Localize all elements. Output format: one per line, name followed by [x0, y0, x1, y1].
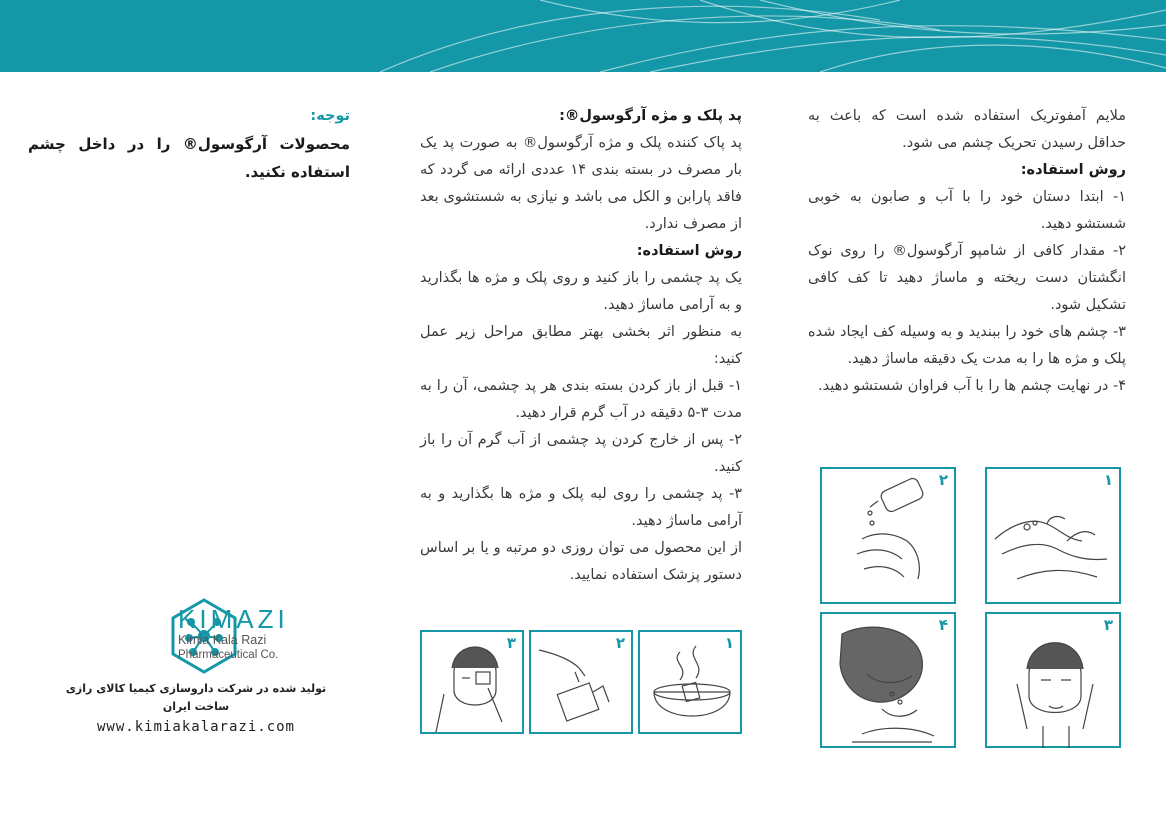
brand-subtitle-2: Pharmaceutical Co. — [178, 649, 279, 661]
intro-text: ملایم آمفوتریک استفاده شده است که باعث به حداقل رسیدن تحریک چشم می شود. — [808, 108, 1126, 151]
left-column — [28, 103, 350, 186]
illustration-panel-1 — [638, 630, 742, 734]
illustration-panel-2 — [820, 467, 956, 604]
panel-number: ۳ — [1103, 616, 1113, 634]
illustration-panel-2 — [529, 630, 633, 734]
manufacturer-line: تولید شده در شرکت داروسازی کیمیا کالای رازی — [65, 682, 327, 695]
usage-heading: روش استفاده: — [1020, 162, 1126, 178]
illustration-panel-1 — [985, 467, 1121, 604]
header-banner — [0, 0, 1166, 72]
panel-number: ۴ — [938, 616, 948, 634]
step-item: ۱- قبل از باز کردن بسته بندی هر پد چشمی، آن را به مدت ۳-۵ دقیقه در آب گرم قرار دهید. — [420, 378, 742, 421]
washing-hands-icon — [987, 469, 1123, 606]
brand-name: KIMAZI — [178, 604, 289, 634]
illustration-panel-4 — [820, 612, 956, 748]
brand-subtitle: Kimia Kala Razi — [178, 633, 267, 647]
note-body: محصولات آرگوسول® را در داخل چشم استفاده نکنید. — [28, 135, 350, 181]
frequency-text: از این محصول می توان روزی دو مرتبه و یا بر اساس دستور پزشک استفاده نمایید. — [420, 540, 742, 583]
panel-number: ۳ — [506, 634, 516, 652]
step-item: ۳- چشم های خود را ببندید و به وسیله کف ایجاد شده پلک و مژه ها را به مدت یک دقیقه ماساژ دهید. — [808, 324, 1126, 367]
step-item: ۱- ابتدا دستان خود را با آب و صابون به خوبی شستشو دهید. — [808, 189, 1126, 232]
panel-number: ۲ — [615, 634, 625, 652]
step-item: ۲- پس از خارج کردن پد چشمی از آب گرم آن را باز کنید. — [420, 432, 742, 475]
illustration-panel-3 — [985, 612, 1121, 748]
wave-lines-decoration — [0, 0, 1166, 72]
step-item: ۴- در نهایت چشم ها را با آب فراوان شستشو دهید. — [818, 378, 1126, 394]
rinsing-face-icon — [822, 614, 958, 750]
panel-number: ۱ — [1103, 471, 1113, 489]
panel-number: ۲ — [938, 471, 948, 489]
middle-column — [420, 103, 742, 589]
opening-pad-icon — [531, 632, 635, 736]
step-item: ۳- پد چشمی را روی لبه پلک و مژه ها بگذارید و به آرامی ماساژ دهید. — [420, 486, 742, 529]
usage-heading: روش استفاده: — [636, 243, 742, 259]
step-item: ۲- مقدار کافی از شامپو آرگوسول® را روی نوک انگشتان دست ریخته و ماساژ دهید تا کف کافی تشکیل شود. — [808, 243, 1126, 313]
pad-on-eye-icon — [422, 632, 526, 736]
pad-heading: پد پلک و مژه آرگوسول®: — [559, 108, 742, 124]
massaging-eyelids-icon — [987, 614, 1123, 750]
pad-description: پد پاک کننده پلک و مژه آرگوسول® به صورت پد یک بار مصرف در بسته بندی ۱۴ عددی ارائه می گردد که فاقد پارابن و الکل می باشد و نیازی به شستشوی بعد از مصرف ندارد. — [420, 135, 742, 232]
note-heading: توجه: — [310, 108, 350, 124]
illustration-panel-3 — [420, 630, 524, 734]
panel-number: ۱ — [724, 634, 734, 652]
right-column — [808, 103, 1126, 400]
usage-text: یک پد چشمی را باز کنید و روی پلک و مژه ها بگذارید و به آرامی ماساژ دهید. — [420, 270, 742, 313]
website-link[interactable]: www.kimiakalarazi.com — [96, 719, 295, 735]
warm-water-bowl-icon — [640, 632, 744, 736]
made-in-line: ساخت ایران — [162, 700, 230, 713]
better-effect-text: به منظور اثر بخشی بهتر مطابق مراحل زیر عمل کنید: — [420, 324, 742, 367]
pouring-shampoo-icon — [822, 469, 958, 606]
